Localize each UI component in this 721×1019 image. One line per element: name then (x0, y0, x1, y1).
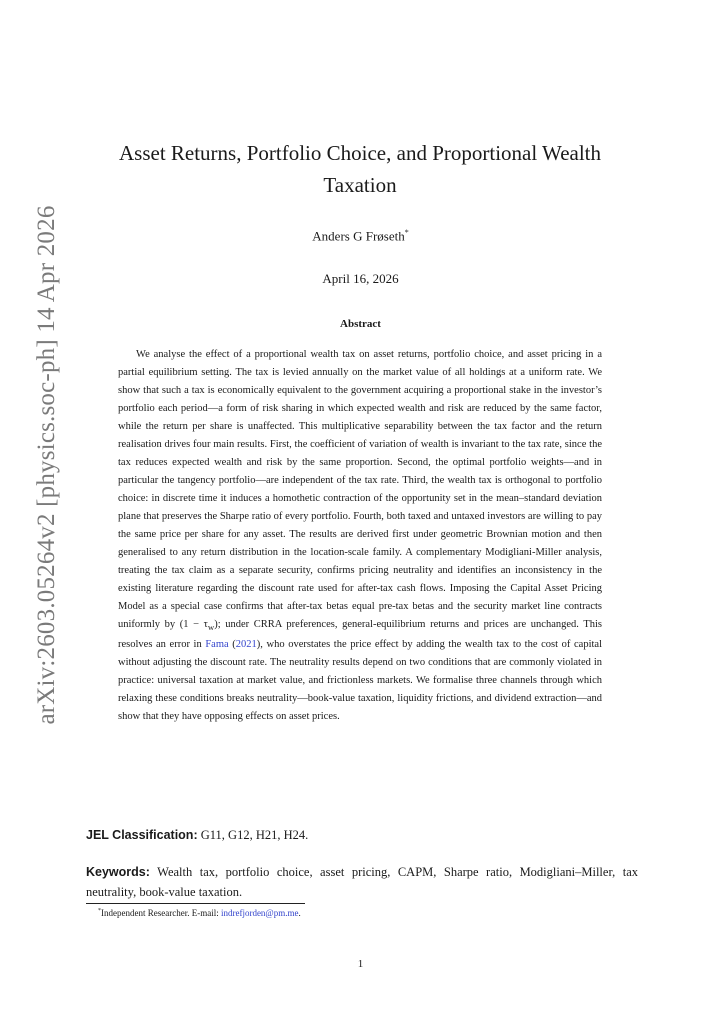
footnote-text: Independent Researcher. E-mail: (101, 908, 221, 918)
abstract-text-part1: We analyse the effect of a proportional wealth tax on asset returns, portfolio choice, and asset pricing in a partial equilibrium setting. The tax is levied annually on the market value of all holdings at a uniform rate. We show that such a tax is economically equivalent to the government acquiring a proportional stake in the investor’s portfolio each period—a form of risk sharing in which expected wealth and risk are reduced by the same factor, while the return per share is unaffected. This multiplicative separability between the tax factor and the return realisation drives four main results. First, the coefficient of variation of wealth is invariant to the tax rate, since the tax reduces expected wealth and risk by the same proportion. Second, the optimal portfolio weights—and in particular the tangency portfolio—are independent of the tax rate. Third, the wealth tax is orthogonal to portfolio choice: in discrete time it induces a homothetic contraction of the opportunity set in the mean–standard deviation plane that preserves the Sharpe ratio of every portfolio. Fourth, both taxed and untaxed investors are willing to pay the same price per share for any asset. The results are derived first under geometric Brownian motion and then generalised to any return distribution in the location-scale family. A complementary Modigliani-Miller analysis, treating the tax claim as a separate security, confirms pricing neutrality and identifies an inconsistency in the existing literature regarding the discount rate used for after-tax cash flows. Imposing the Capital Asset Pricing Model as a special case confirms that after-tax betas equal pre-tax betas and the security market line contracts uniformly by (118, 349, 602, 630)
page-number: 1 (357, 958, 364, 970)
author-name: Anders G Frøseth (312, 228, 405, 244)
footnote-rule (86, 903, 305, 904)
jel-classification (86, 828, 636, 843)
jel-label: JEL Classification: (86, 828, 198, 842)
citation-fama-year-link[interactable]: 2021 (235, 639, 257, 651)
math-one-minus-tau: $(1 - \tau_w)$ (179, 619, 218, 633)
jel-codes: G11, G12, H21, H24. (197, 828, 309, 842)
keywords (86, 862, 638, 902)
author-footnote-mark[interactable]: * (404, 228, 409, 237)
paper-date: April 16, 2026 (322, 271, 399, 286)
footnote (98, 908, 301, 918)
keywords-label: Keywords: (86, 865, 150, 879)
citation-open-paren: ( (228, 639, 236, 651)
keywords-list: Wealth tax, portfolio choice, asset pricing, CAPM, Sharpe ratio, Modigliani–Miller, tax neutrality, book-value taxation. (86, 865, 638, 899)
citation-fama-link[interactable]: Fama (205, 639, 229, 651)
footnote-end: . (298, 908, 301, 918)
paper-title: Asset Returns, Portfolio Choice, and Proportional Wealth Taxation (118, 141, 602, 197)
abstract-heading: Abstract (340, 318, 381, 330)
footnote-mark: * (98, 908, 101, 914)
author-line (0, 228, 721, 244)
citation-close-paren: ) (256, 639, 261, 651)
email-link[interactable]: indrefjorden@pm.me (220, 908, 299, 918)
abstract-text-part2: ; under CRRA preferences, general-equilibrium returns and prices are unchanged. This resolves an error in (118, 619, 602, 651)
arxiv-identifier-stamp: arXiv:2603.05264v2 [physics.soc-ph] 14 Apr 2026 (33, 205, 60, 725)
abstract-body (118, 346, 602, 726)
abstract-text-part3: , who overstates the price effect by adding the wealth tax to the cost of capital without adjusting the discount rate. The neutrality results depend on two conditions that are commonly violated in practice: universal taxation at market value, and frictionless markets. We formalise three channels through which relaxing these conditions breaks neutrality—book-value taxation, liquidity frictions, and dividend extraction—and show that they have opposing effects on asset prices. (118, 639, 602, 723)
